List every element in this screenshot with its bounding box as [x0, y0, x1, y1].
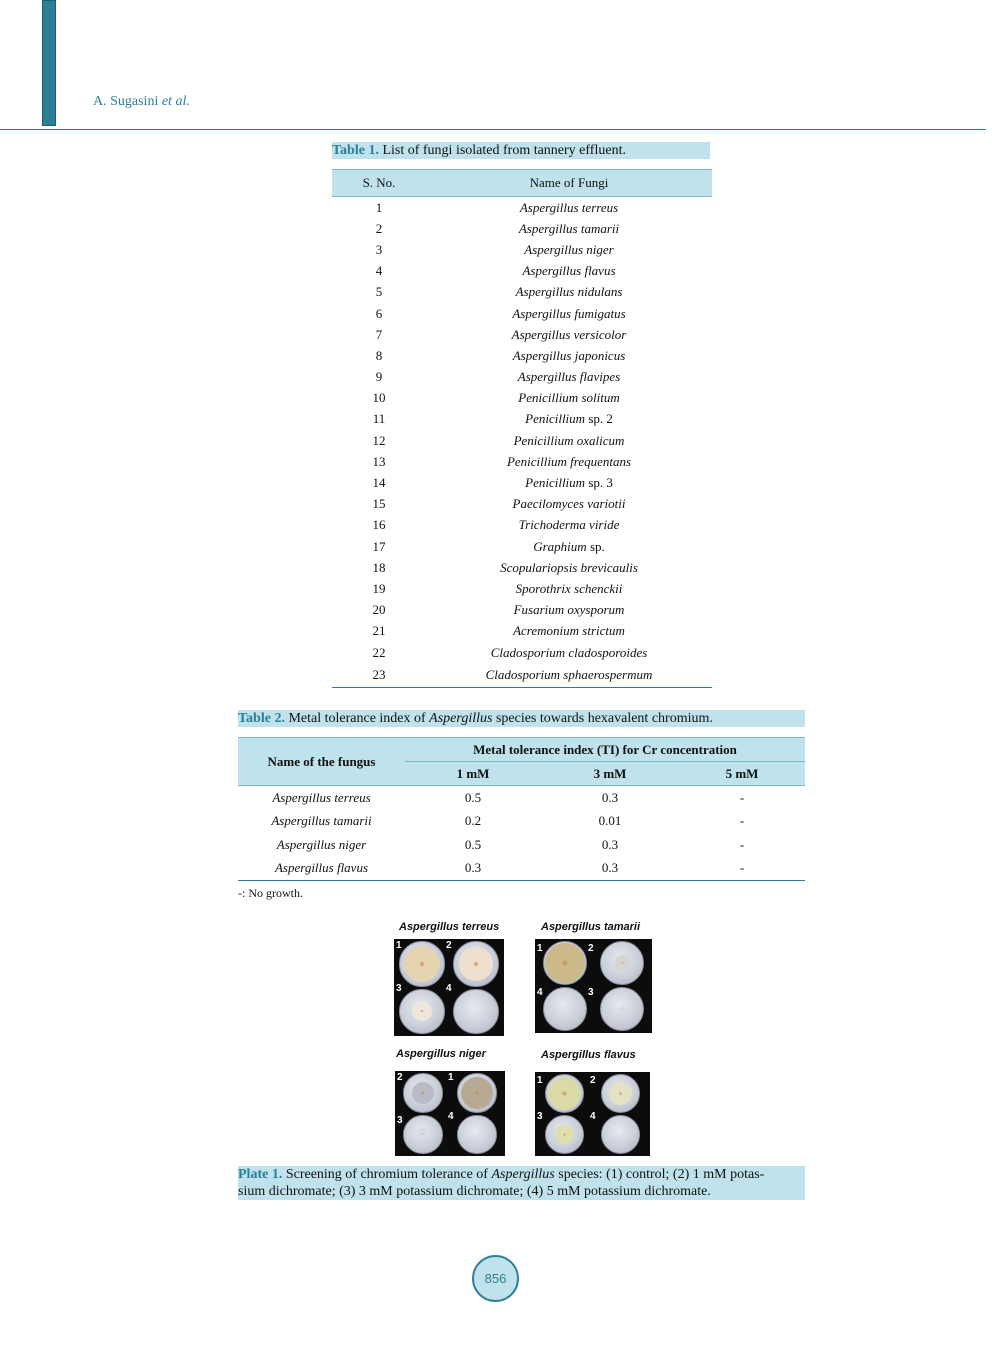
petri-dish: [399, 941, 445, 987]
table1-sno-cell: 19: [372, 580, 386, 596]
table2-footnote: -: No growth.: [238, 886, 303, 900]
fungal-colony: [609, 1082, 632, 1105]
table2-value-cell: 0.3: [541, 857, 679, 881]
fungal-colony: [417, 1128, 429, 1140]
table1-sno-cell: 1: [375, 199, 383, 215]
petri-dish-photo: [535, 939, 652, 1033]
table1-sno-cell: 2: [375, 220, 383, 236]
petri-dish-photo: [535, 1072, 650, 1156]
table2-fungus-cell: [238, 810, 405, 834]
table1-fungus-cell: [426, 388, 712, 409]
table2-value-cell: -: [739, 813, 745, 829]
header-rule: [0, 129, 986, 130]
table1-fungus-cell: [426, 515, 712, 536]
fungus-name: Aspergillus flavus: [522, 263, 616, 279]
table-row: [332, 218, 712, 239]
table1-fungus-cell: [426, 218, 712, 239]
petri-dish: [453, 941, 499, 987]
table-row: [332, 578, 712, 599]
table1-sno-cell: 21: [372, 623, 386, 639]
plate-panel-title: Aspergillus terreus: [399, 921, 500, 933]
table1-label: Table 1.: [332, 143, 379, 158]
dish-number: 3: [588, 987, 594, 998]
table2-col-group: Metal tolerance index (TI) for Cr concentration: [405, 738, 805, 762]
petri-dish: [453, 989, 499, 1035]
table2-label: Table 2.: [238, 711, 285, 726]
table1-sno-cell: 8: [375, 347, 383, 363]
table2-col-name: Name of the fungus: [238, 738, 405, 786]
plate1-caption-pre: Screening of chromium tolerance of: [285, 1167, 492, 1182]
table-row: [332, 536, 712, 557]
table2-value-cell: 0.5: [464, 789, 482, 805]
fungus-name: Sporothrix schenckii: [515, 580, 623, 596]
fungus-suffix: sp.: [586, 538, 605, 554]
plate1-caption: [238, 1166, 805, 1200]
table-row: [332, 494, 712, 515]
fungus-name: Aspergillus terreus: [519, 199, 619, 215]
table2-body: [238, 786, 805, 881]
table1-sno-cell: 9: [375, 369, 383, 385]
table2-col-1mm: 1 mM: [405, 762, 541, 786]
fungal-colony: [461, 1077, 493, 1109]
fungus-name: Aspergillus japonicus: [512, 347, 626, 363]
fungus-name: Penicillium frequentans: [506, 453, 632, 469]
table1-caption: [332, 142, 710, 159]
table2: [238, 737, 805, 881]
fungus-name: Cladosporium sphaerospermum: [485, 667, 653, 683]
table2-value-cell: 0.3: [405, 857, 541, 881]
table2-fungus-cell: [238, 786, 405, 810]
petri-dish-photo: [394, 939, 504, 1036]
fungal-colony: [619, 1006, 626, 1013]
fungal-colony: [412, 1082, 434, 1104]
table-row: [332, 282, 712, 303]
fungus-name: Aspergillus fumigatus: [512, 305, 626, 321]
fungal-colony: [404, 946, 440, 982]
table2-value-cell: -: [679, 857, 805, 881]
table-row: [238, 786, 805, 810]
dish-number: 3: [397, 1115, 403, 1126]
table1-sno-cell: 14: [372, 475, 386, 491]
table1-fungus-cell: [426, 621, 712, 642]
fungus-suffix: sp. 3: [585, 475, 613, 491]
table-row: [332, 324, 712, 345]
table1-fungus-cell: [426, 430, 712, 451]
fungus-name: Cladosporium cladosporoides: [490, 644, 648, 660]
table1-fungus-cell: [426, 324, 712, 345]
table-row: [332, 303, 712, 324]
table2-value-cell: -: [739, 789, 745, 805]
fungus-name: Aspergillus nidulans: [515, 284, 623, 300]
table1-sno-cell: 22: [372, 644, 386, 660]
table1-fungus-cell: [426, 239, 712, 260]
table1-sno-cell: 4: [375, 263, 383, 279]
table-row: [238, 833, 805, 857]
dish-number: 1: [537, 943, 543, 954]
table1-fungus-cell: [426, 600, 712, 621]
table-row: [332, 239, 712, 260]
author-name: A. Sugasini: [93, 94, 159, 109]
table1-sno-cell: 13: [372, 453, 386, 469]
petri-dish: [600, 987, 644, 1031]
table1-fungus-cell: [426, 642, 712, 663]
fungus-name: Aspergillus tamarii: [518, 220, 620, 236]
dish-number: 2: [446, 940, 452, 951]
table2-caption-italic: Aspergillus: [429, 711, 493, 726]
table2-caption-pre: Metal tolerance index of: [288, 711, 430, 726]
fungus-name: Aspergillus terreus: [272, 789, 371, 805]
table-row: [332, 197, 712, 219]
table1-sno-cell: 3: [375, 241, 383, 257]
table2-value-cell: 0.3: [601, 789, 619, 805]
table1-sno-cell: 23: [332, 663, 426, 688]
table1-fungus-cell: [426, 557, 712, 578]
table1-fungus-cell: [426, 472, 712, 493]
table2-value-cell: -: [739, 836, 745, 852]
petri-dish: [543, 941, 587, 985]
table1-sno-cell: 15: [372, 496, 386, 512]
table-row: [332, 409, 712, 430]
table2-header-row1: [238, 738, 805, 762]
plate1-label: Plate 1.: [238, 1167, 283, 1182]
fungal-colony: [555, 1125, 575, 1145]
petri-dish: [545, 1074, 584, 1113]
table-row: [332, 345, 712, 366]
table1-fungus-cell: [426, 451, 712, 472]
table1-body: [332, 197, 712, 688]
table1-fungus-cell: [426, 345, 712, 366]
table-row: [332, 261, 712, 282]
table1-sno-cell: 11: [372, 411, 386, 427]
table1-sno-cell: 6: [375, 305, 383, 321]
table1-col-name: Name of Fungi: [426, 170, 712, 197]
fungal-colony: [545, 943, 585, 983]
dish-number: 4: [537, 987, 543, 998]
table1-fungus-cell: [426, 282, 712, 303]
table1-fungus-cell: [426, 578, 712, 599]
dish-number: 1: [537, 1075, 543, 1086]
table2-caption: [238, 710, 805, 727]
dish-number: 3: [396, 983, 402, 994]
table1-sno-cell: 7: [375, 326, 383, 342]
table1-sno-cell: 20: [372, 602, 386, 618]
fungus-name: Aspergillus tamarii: [271, 813, 372, 829]
petri-dish: [457, 1115, 497, 1155]
fungus-name: Penicillium: [525, 411, 586, 427]
dish-number: 2: [590, 1075, 596, 1086]
page-number-text: 856: [484, 1271, 507, 1286]
fungal-colony: [615, 955, 630, 970]
table1-fungus-cell: [426, 261, 712, 282]
fungal-colony: [459, 947, 493, 981]
table1-fungus-cell: [426, 536, 712, 557]
table1-sno-cell: 17: [372, 538, 386, 554]
running-header-author: [93, 94, 190, 110]
fungus-name: Aspergillus niger: [524, 241, 614, 257]
dish-number: 1: [396, 940, 402, 951]
fungal-colony: [412, 1001, 432, 1021]
table2-value-cell: 0.01: [598, 813, 622, 829]
fungus-name: Paecilomyces variotii: [512, 496, 626, 512]
table1: [332, 169, 712, 688]
table-row: [332, 642, 712, 663]
fungus-name: Penicillium solitum: [518, 390, 620, 406]
fungus-name: Aspergillus niger: [276, 836, 367, 852]
petri-dish: [601, 1115, 640, 1154]
dish-number: 1: [448, 1072, 454, 1083]
fungus-name: Penicillium: [525, 475, 586, 491]
petri-dish: [399, 989, 445, 1035]
fungus-suffix: sp. 2: [585, 411, 613, 427]
table1-header-row: [332, 170, 712, 197]
table2-col-3mm: 3 mM: [541, 762, 679, 786]
petri-dish: [543, 987, 587, 1031]
table1-fungus-cell: [426, 494, 712, 515]
fungus-name: Graphium: [533, 538, 587, 554]
table1-sno-cell: 16: [372, 517, 386, 533]
table-row: [332, 472, 712, 493]
fungus-name: Scopulariopsis brevicaulis: [500, 559, 638, 575]
fungus-name: Aspergillus flavus: [274, 860, 369, 876]
fungus-name: Trichoderma viride: [518, 517, 620, 533]
table-row: [332, 600, 712, 621]
fungal-colony: [548, 1077, 581, 1110]
plate-panel-title: Aspergillus tamarii: [541, 921, 641, 933]
table-row: [332, 367, 712, 388]
table-row: [332, 515, 712, 536]
fungus-name: Penicillium oxalicum: [513, 432, 625, 448]
petri-dish: [403, 1115, 443, 1155]
plate-panel-title: Aspergillus niger: [396, 1048, 486, 1060]
table-row: [332, 451, 712, 472]
table1-col-sno: S. No.: [332, 170, 426, 197]
page-number: [472, 1255, 519, 1302]
table2-value-cell: 0.2: [464, 813, 482, 829]
plate-panel-title: Aspergillus flavus: [541, 1049, 636, 1061]
plate1-caption-italic: Aspergillus: [491, 1167, 555, 1182]
dish-number: 2: [397, 1072, 403, 1083]
fungus-name: Acremonium strictum: [513, 623, 625, 639]
table1-sno-cell: 5: [375, 284, 383, 300]
table-row: [332, 663, 712, 688]
table1-fungus-cell: [426, 409, 712, 430]
table1-fungus-cell: [426, 197, 712, 219]
petri-dish: [601, 1074, 640, 1113]
petri-dish: [457, 1073, 497, 1113]
fungus-name: Aspergillus versicolor: [511, 326, 627, 342]
table1-fungus-cell: [426, 303, 712, 324]
dish-number: 2: [588, 943, 594, 954]
table2-value-cell: 0.3: [601, 836, 619, 852]
table-row: [332, 388, 712, 409]
dish-number: 4: [590, 1111, 596, 1122]
table1-sno-cell: 18: [372, 559, 386, 575]
table1-sno-cell: 12: [372, 432, 386, 448]
table1-sno-cell: 10: [372, 390, 386, 406]
table-row: [238, 857, 805, 881]
petri-dish: [403, 1073, 443, 1113]
table1-caption-text: List of fungi isolated from tannery effluent.: [382, 143, 626, 158]
dish-number: 3: [537, 1111, 543, 1122]
table-row: [332, 430, 712, 451]
table2-value-cell: 0.5: [464, 836, 482, 852]
table-row: [332, 621, 712, 642]
dish-number: 4: [446, 983, 452, 994]
table1-fungus-cell: [426, 663, 712, 688]
table2-col-5mm: 5 mM: [679, 762, 805, 786]
plate1-caption-line1: species: (1) control; (2) 1 mM potas-: [554, 1167, 765, 1182]
table2-caption-post: species towards hexavalent chromium.: [492, 711, 713, 726]
table2-fungus-cell: [238, 857, 405, 881]
fungus-name: Fusarium oxysporum: [513, 602, 625, 618]
fungus-name: Aspergillus flavipes: [517, 369, 621, 385]
table1-fungus-cell: [426, 367, 712, 388]
dish-number: 4: [448, 1111, 454, 1122]
author-suffix: et al.: [161, 94, 190, 109]
table-row: [238, 810, 805, 834]
petri-dish: [545, 1115, 584, 1154]
petri-dish-photo: [395, 1071, 505, 1156]
plate1-caption-line2: sium dichromate; (3) 3 mM potassium dichromate; (4) 5 mM potassium dichromate.: [238, 1184, 711, 1199]
journal-side-bar: [42, 0, 56, 126]
table-row: [332, 557, 712, 578]
petri-dish: [600, 941, 644, 985]
table2-fungus-cell: [238, 833, 405, 857]
